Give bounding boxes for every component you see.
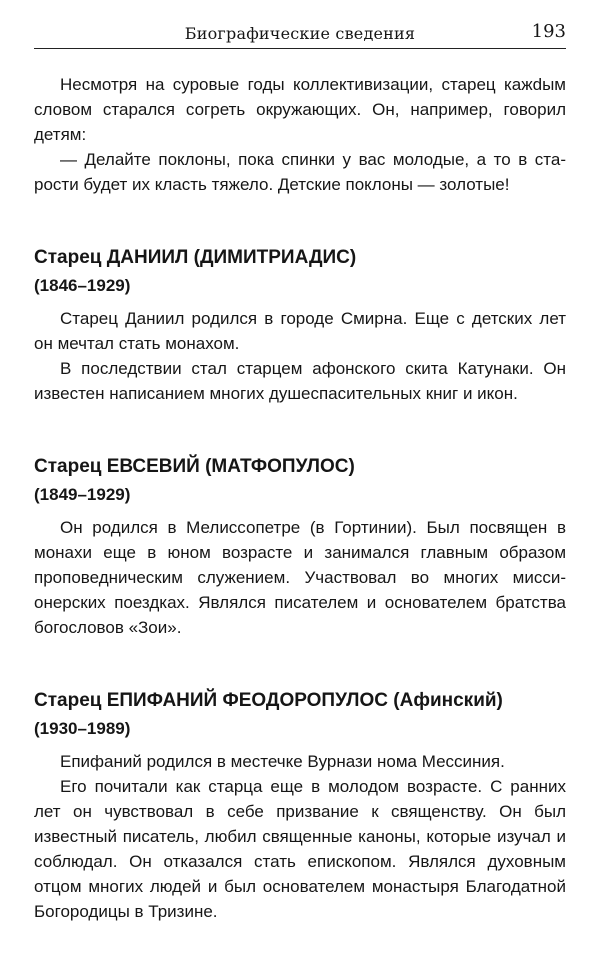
page-body: [34, 72, 566, 924]
running-header: [34, 18, 566, 49]
entry-heading: Старец ЕПИФАНИЙ ФЕОДОРОПУЛОС (Афинский): [34, 690, 503, 711]
biography-entry-epifanii: [34, 688, 566, 924]
paragraph: Несмотря на суровые годы коллективизации, старец кажdым словом старался согреть окружающих. Он, например, говорил детям:: [34, 75, 566, 144]
entry-dates: (1930–1989): [34, 719, 131, 738]
paragraph: Он родился в Мелиссопетре (в Гортинии). Был посвящен в монахи еще в юном возрасте и занимался главным образом проповедническим служением. Участвовал во многих миссионерских поездках. Являлся писателем и основателем братства богословов «Зои».: [34, 518, 566, 637]
paragraph: — Делайте поклоны, пока спинки у вас молодые, а то в старости будет их класть тяжело. Детские поклоны — золотые!: [34, 150, 566, 194]
intro-section: [34, 72, 566, 197]
entry-dates: (1846–1929): [34, 276, 131, 295]
entry-dates: (1849–1929): [34, 485, 131, 504]
entry-heading: Старец ЕВСЕВИЙ (МАТФОПУЛОС): [34, 456, 355, 477]
paragraph: Его почитали как старца еще в молодом возрасте. С ранних лет он чувствовал в себе призвание к священству. Он был известный писатель, любил священные каноны, которые изучал и соблюдал. Он отказался стать епископом. Являлся духовным отцом многих людей и был основателем монастыря Благодатной Богородицы в Тризине.: [34, 777, 566, 921]
running-title: Биографические сведения: [184, 24, 416, 43]
paragraph: В последствии стал старцем афонского скита Катунаки. Он известен написанием многих душеспасительных книг и икон.: [34, 359, 566, 403]
paragraph: Епифаний родился в местечке Вурнази нома Мессиния.: [60, 752, 505, 771]
biography-entry-evsevii: [34, 454, 566, 640]
page-number: 193: [531, 21, 566, 42]
paragraph: Старец Даниил родился в городе Смирна. Еще с детских лет он мечтал стать монахом.: [34, 309, 566, 353]
biography-entry-daniil: [34, 245, 566, 406]
entry-heading: Старец ДАНИИЛ (ДИМИТРИАДИС): [34, 247, 357, 268]
